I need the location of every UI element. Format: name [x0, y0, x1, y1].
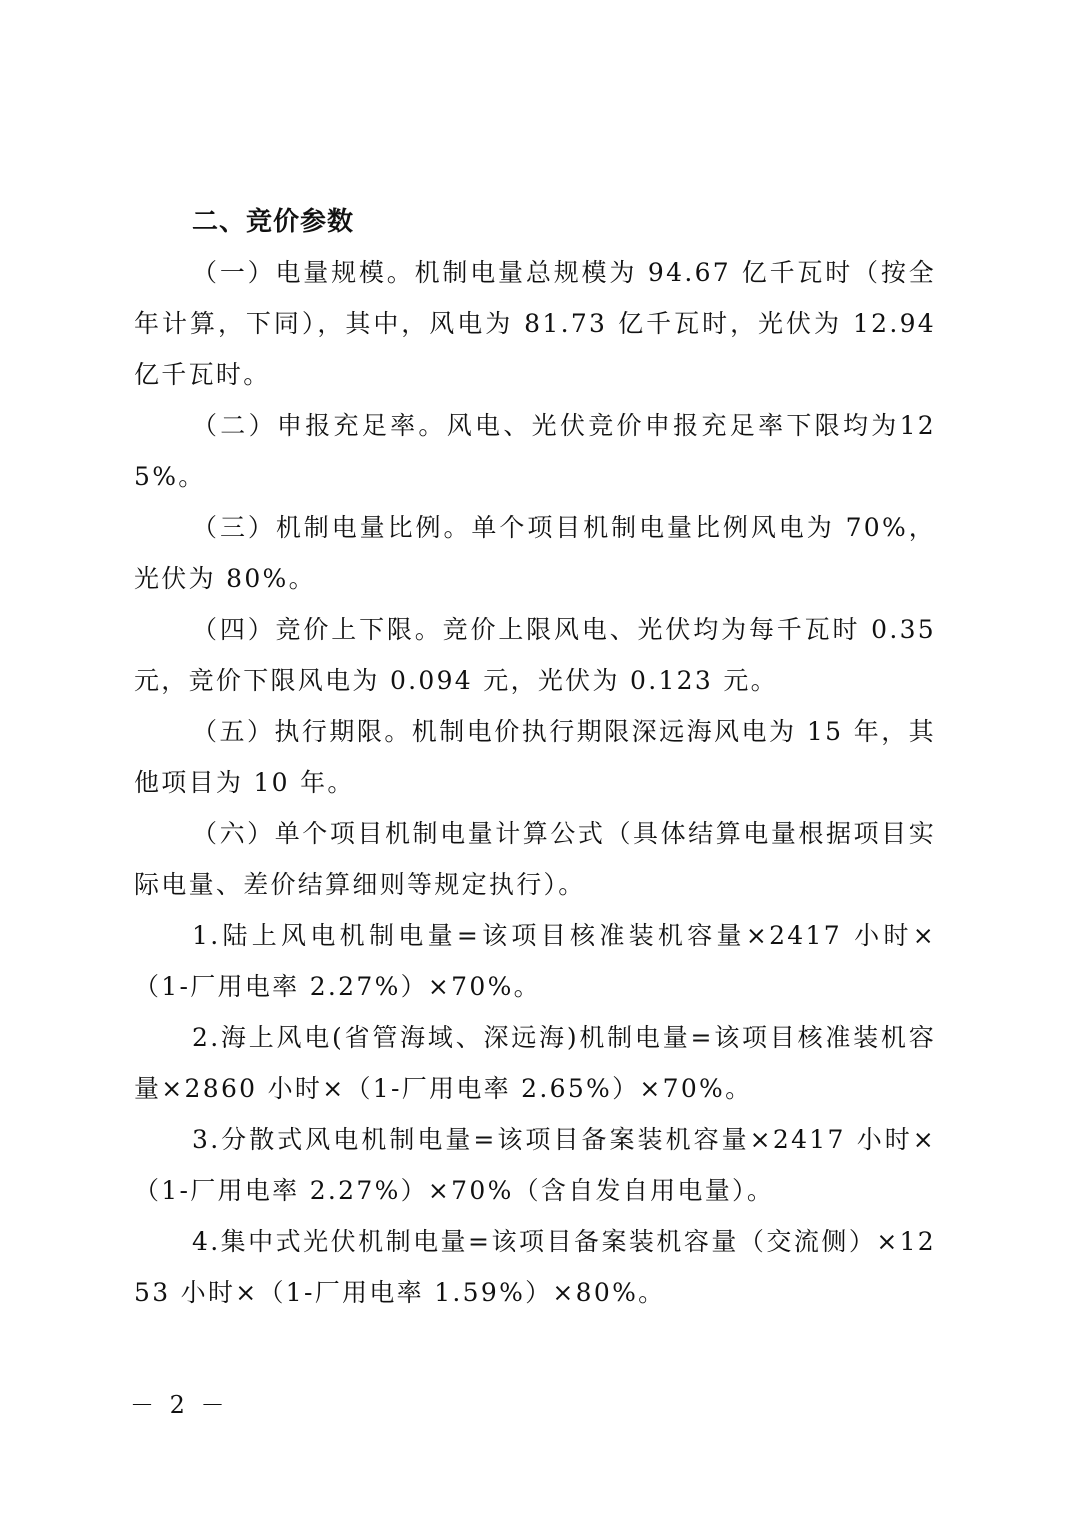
paragraph-bid-limits: （四）竞价上下限。竞价上限风电、光伏均为每千瓦时 0.35元，竞价下限风电为 0.094 元，光伏为 0.123 元。 — [134, 615, 936, 695]
paragraph-declaration-adequacy: （二）申报充足率。风电、光伏竞价申报充足率下限均为125%。 — [134, 411, 936, 491]
paragraph-formula-intro: （六）单个项目机制电量计算公式（具体结算电量根据项目实际电量、差价结算细则等规定执行）。 — [134, 819, 936, 899]
document-body — [134, 197, 936, 1318]
section-heading: 二、竞价参数 — [192, 207, 355, 237]
formula-distributed-wind: 3.分散式风电机制电量=该项目备案装机容量×2417 小时×（1-厂用电率 2.27%）×70%（含自发自用电量）。 — [134, 1125, 936, 1205]
formula-onshore-wind: 1.陆上风电机制电量=该项目核准装机容量×2417 小时×（1-厂用电率 2.27%）×70%。 — [134, 921, 936, 1001]
paragraph-mechanism-ratio: （三）机制电量比例。单个项目机制电量比例风电为 70%，光伏为 80%。 — [134, 513, 936, 593]
page-number: － 2 － — [130, 1391, 229, 1419]
formula-centralized-pv: 4.集中式光伏机制电量=该项目备案装机容量（交流侧）×1253 小时×（1-厂用电率 1.59%）×80%。 — [134, 1227, 936, 1307]
paragraph-electricity-scale: （一）电量规模。机制电量总规模为 94.67 亿千瓦时（按全年计算，下同），其中，风电为 81.73 亿千瓦时，光伏为 12.94 亿千瓦时。 — [134, 258, 936, 389]
paragraph-execution-period: （五）执行期限。机制电价执行期限深远海风电为 15 年，其他项目为 10 年。 — [134, 717, 936, 797]
formula-offshore-wind: 2.海上风电(省管海域、深远海)机制电量=该项目核准装机容量×2860 小时×（1-厂用电率 2.65%）×70%。 — [134, 1023, 936, 1103]
